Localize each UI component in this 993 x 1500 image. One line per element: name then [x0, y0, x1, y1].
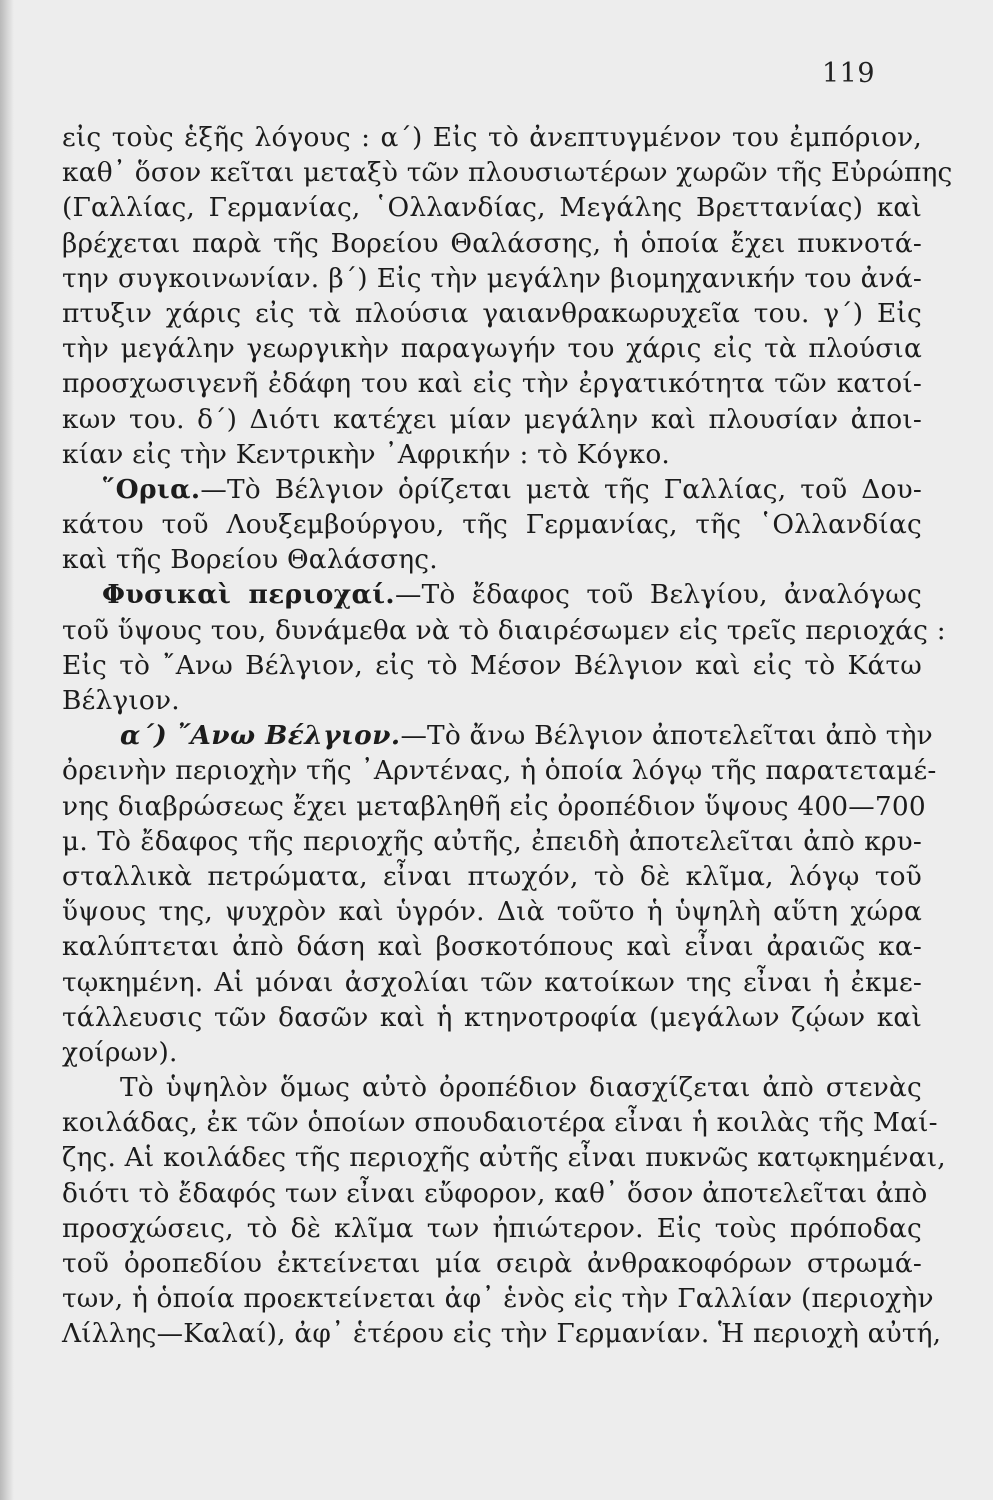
page-number: 119 [822, 58, 876, 89]
section-heading-physikai: Φυσικαὶ περιοχαί. [102, 579, 396, 611]
text-line: σταλλικὰ πετρώματα, εἶναι πτωχόν, τὸ δὲ κλῖμα, λόγῳ τοῦ [62, 860, 922, 892]
text-line: ὀρεινὴν περιοχὴν τῆς ᾽Αρντένας, ἡ ὁποία λόγῳ τῆς παρατεταμέ- [62, 755, 937, 787]
text-line: πτυξιν χάρις εἰς τὰ πλούσια γαιανθρακωρυχεῖα του. γ΄) Εἰς [62, 297, 922, 329]
text-line: τοῦ ὀροπεδίου ἐκτείνεται μία σειρὰ ἀνθρακοφόρων στρωμά- [62, 1248, 922, 1279]
text-line: Εἰς τὸ ῎Ανω Βέλγιον, εἰς τὸ Μέσον Βέλγιον καὶ εἰς τὸ Κάτω [62, 649, 922, 681]
text-line: χοίρων). [62, 1036, 178, 1068]
text-line: εἰς τοὺς ἑξῆς λόγους : α΄) Εἰς τὸ ἀνεπτυγμένον του ἐμπόριον, [62, 122, 922, 153]
text-line: διότι τὸ ἔδαφός των εἶναι εὔφορον, καθ᾽ ὅσον ἀποτελεῖται ἀπὸ [62, 1177, 928, 1209]
text-line: προσχωσιγενῆ ἐδάφη του καὶ εἰς τὴν ἐργατικότητα τῶν κατοί- [62, 368, 922, 400]
text-line: μ. Τὸ ἔδαφος τῆς περιοχῆς αὐτῆς, ἐπειδὴ ἀποτελεῖται ἀπὸ κρυ- [62, 825, 922, 857]
text-line: κων του. δ΄) Διότι κατέχει μίαν μεγάλην καὶ πλουσίαν ἀποι- [62, 403, 922, 435]
section-heading-ano-velgion: α΄) ῎Ανω Βέλγιον. [120, 720, 401, 752]
text-line: Τὸ ὑψηλὸν ὅμως αὐτὸ ὀροπέδιον διασχίζεται ἀπὸ στενὰς [120, 1072, 922, 1104]
text-line: ζης. Αἱ κοιλάδες τῆς περιοχῆς αὐτῆς εἶναι πυκνῶς κατῳκημέναι, [62, 1142, 946, 1174]
section-ano-velgion-first-line [62, 718, 933, 753]
text-run: —Τὸ ἔδαφος τοῦ Βελγίου, ἀναλόγως [395, 579, 922, 611]
section-physikai-first-line [62, 577, 922, 612]
text-run: —Τὸ Βέλγιον ὁρίζεται μετὰ τῆς Γαλλίας, τοῦ Δου- [200, 473, 922, 505]
page-edge-shadow [0, 0, 14, 1500]
text-line: νης διαβρώσεως ἔχει μεταβληθῆ εἰς ὀροπέδιον ὕψους 400—700 [62, 790, 926, 822]
text-line: κάτου τοῦ Λουξεμβούργου, τῆς Γερμανίας, τῆς ῾Ολλανδίας [62, 509, 922, 541]
text-line: Βέλγιον. [62, 685, 180, 716]
section-oria-first-line [62, 472, 922, 507]
text-line: καλύπτεται ἀπὸ δάση καὶ βοσκοτόπους καὶ εἶναι ἀραιῶς κα- [62, 931, 922, 963]
text-line: καθ᾽ ὅσον κεῖται μεταξὺ τῶν πλουσιωτέρων χωρῶν τῆς Εὐρώπης [62, 157, 953, 189]
text-line: κοιλάδας, ἐκ τῶν ὁποίων σπουδαιοτέρα εἶναι ἡ κοιλὰς τῆς Μαί- [62, 1107, 938, 1139]
text-line: των, ἡ ὁποία προεκτείνεται ἀφ᾽ ἑνὸς εἰς τὴν Γαλλίαν (περιοχὴν [62, 1283, 934, 1315]
text-line: τοῦ ὕψους του, δυνάμεθα νὰ τὸ διαιρέσωμεν εἰς τρεῖς περιοχάς : [62, 614, 946, 646]
text-run: —Τὸ ἄνω Βέλγιον ἀποτελεῖται ἀπὸ τὴν [400, 720, 933, 752]
text-line: προσχώσεις, τὸ δὲ κλῖμα των ἠπιώτερον. Εἰς τοὺς πρόποδας [62, 1212, 922, 1244]
text-line: τὴν μεγάλην γεωργικὴν παραγωγήν του χάρις εἰς τὰ πλούσια [62, 333, 922, 365]
text-line: Λίλλης—Καλαί), ἀφ᾽ ἑτέρου εἰς τὴν Γερμανίαν. Ἡ περιοχὴ αὐτή, [62, 1318, 942, 1350]
text-line: βρέχεται παρὰ τῆς Βορείου Θαλάσσης, ἡ ὁποία ἔχει πυκνοτά- [62, 227, 922, 259]
section-heading-oria: ῞Ορια. [102, 473, 201, 505]
text-line: τῳκημένη. Αἱ μόναι ἀσχολίαι τῶν κατοίκων της εἶναι ἡ ἐκμε- [62, 966, 922, 998]
text-line: καὶ τῆς Βορείου Θαλάσσης. [62, 544, 438, 576]
text-line: ὕψους της, ψυχρὸν καὶ ὑγρόν. Διὰ τοῦτο ἡ ὑψηλὴ αὕτη χώρα [62, 896, 922, 928]
text-line: τάλλευσις τῶν δασῶν καὶ ἡ κτηνοτροφία (μεγάλων ζῴων καὶ [62, 1001, 922, 1033]
text-block [62, 120, 953, 1352]
text-line: κίαν εἰς τὴν Κεντρικὴν ᾽Αφρικήν : τὸ Κόγκο. [62, 438, 670, 470]
text-line: την συγκοινωνίαν. β΄) Εἰς τὴν μεγάλην βιομηχανικήν του ἀνά- [62, 262, 922, 294]
text-line: (Γαλλίας, Γερμανίας, ῾Ολλανδίας, Μεγάλης Βρεττανίας) καὶ [62, 192, 922, 224]
